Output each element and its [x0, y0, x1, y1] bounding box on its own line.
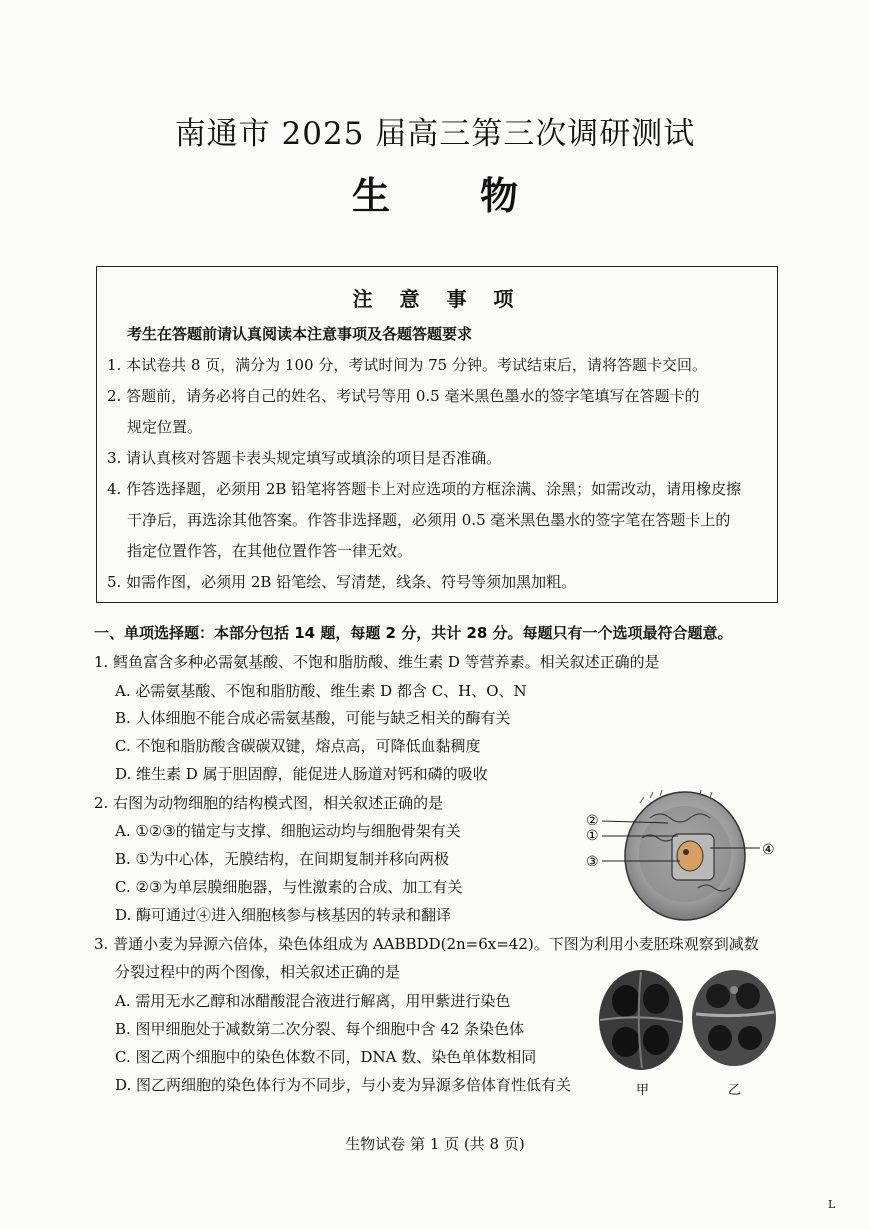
micrograph-yi	[692, 970, 776, 1066]
q2-option-a: A. ①②③的锚定与支撑、细胞运动均与细胞骨架有关	[115, 822, 461, 840]
notice-line-8: 5. 如需作图，必须用 2B 铅笔绘、写清楚，线条、符号等须加黑加粗。	[107, 573, 577, 591]
micrograph-label-jia: 甲	[636, 1083, 650, 1098]
notice-line-5: 4. 作答选择题，必须用 2B 铅笔将答题卡上对应选项的方框涂满、涂黑；如需改动，请用橡皮擦	[107, 480, 742, 498]
corner-mark: L	[828, 1198, 836, 1211]
section-heading: 一、单项选择题：本部分包括 14 题，每题 2 分，共计 28 分。每题只有一个选项最符合题意。	[94, 624, 733, 642]
notice-line-4: 3. 请认真核对答题卡表头规定填写或填涂的项目是否准确。	[107, 449, 502, 467]
notice-intro: 考生在答题前请认真阅读本注意事项及各题答题要求	[127, 325, 473, 343]
q2-option-b: B. ①为中心体，无膜结构，在间期复制并移向两极	[115, 850, 450, 868]
q2-option-c: C. ②③为单层膜细胞器，与性激素的合成、加工有关	[115, 878, 463, 896]
notice-line-6: 干净后，再选涂其他答案。作答非选择题，必须用 0.5 毫米黑色墨水的签字笔在答题卡上的	[127, 511, 731, 529]
q2-option-d: D. 酶可通过④进入细胞核参与核基因的转录和翻译	[115, 906, 452, 924]
notice-line-1: 1. 本试卷共 8 页，满分为 100 分，考试时间为 75 分钟。考试结束后，请将答题卡交回。	[107, 356, 707, 374]
cell-label-4: ④	[762, 842, 775, 858]
subject-char-2: 物	[480, 174, 519, 218]
subject-title	[0, 165, 870, 220]
notice-line-7: 指定位置作答，在其他位置作答一律无效。	[127, 542, 413, 560]
q3-option-c: C. 图乙两个细胞中的染色体数不同，DNA 数、染色单体数相同	[115, 1048, 537, 1066]
q1-option-b: B. 人体细胞不能合成必需氨基酸，可能与缺乏相关的酶有关	[115, 709, 511, 727]
q1-option-a: A. 必需氨基酸、不饱和脂肪酸、维生素 D 都含 C、H、O、N	[115, 682, 527, 700]
q1-stem: 1. 鳕鱼富含多种必需氨基酸、不饱和脂肪酸、维生素 D 等营养素。相关叙述正确的是	[94, 653, 660, 671]
q3-stem-line-1: 3. 普通小麦为异源六倍体，染色体组成为 AABBDD(2n=6x=42)。下图为利用小麦胚珠观察到减数	[94, 935, 759, 953]
q3-option-a: A. 需用无水乙醇和冰醋酸混合液进行解离，用甲紫进行染色	[115, 992, 511, 1010]
cell-label-3: ③	[586, 854, 599, 870]
page-footer: 生物试卷 第 1 页 (共 8 页)	[345, 1135, 525, 1153]
cell-label-2: ②	[586, 813, 599, 829]
subject-char-1: 生	[351, 174, 390, 218]
meiosis-micrograph-figure	[596, 966, 780, 1100]
cell-label-1: ①	[586, 828, 599, 844]
micrograph-jia	[599, 970, 683, 1070]
q3-option-d: D. 图乙两细胞的染色体行为不同步，与小麦为异源多倍体育性低有关	[115, 1076, 572, 1094]
exam-title: 南通市 2025 届高三第三次调研测试	[174, 116, 696, 152]
q2-stem: 2. 右图为动物细胞的结构模式图，相关叙述正确的是	[94, 794, 444, 812]
q3-stem-line-2: 分裂过程中的两个图像，相关叙述正确的是	[115, 963, 401, 981]
micrograph-label-yi: 乙	[728, 1083, 742, 1098]
notice-line-3: 规定位置。	[127, 418, 203, 436]
notice-line-2: 2. 答题前，请务必将自己的姓名、考试号等用 0.5 毫米黑色墨水的签字笔填写在答题卡的	[107, 387, 700, 405]
animal-cell-figure	[580, 788, 780, 928]
notice-box	[96, 266, 778, 603]
q3-option-b: B. 图甲细胞处于减数第二次分裂、每个细胞中含 42 条染色体	[115, 1020, 525, 1038]
q1-option-d: D. 维生素 D 属于胆固醇，能促进人肠道对钙和磷的吸收	[115, 765, 488, 783]
q1-option-c: C. 不饱和脂肪酸含碳碳双键，熔点高，可降低血黏稠度	[115, 737, 481, 755]
notice-title: 注 意 事 项	[352, 287, 524, 311]
